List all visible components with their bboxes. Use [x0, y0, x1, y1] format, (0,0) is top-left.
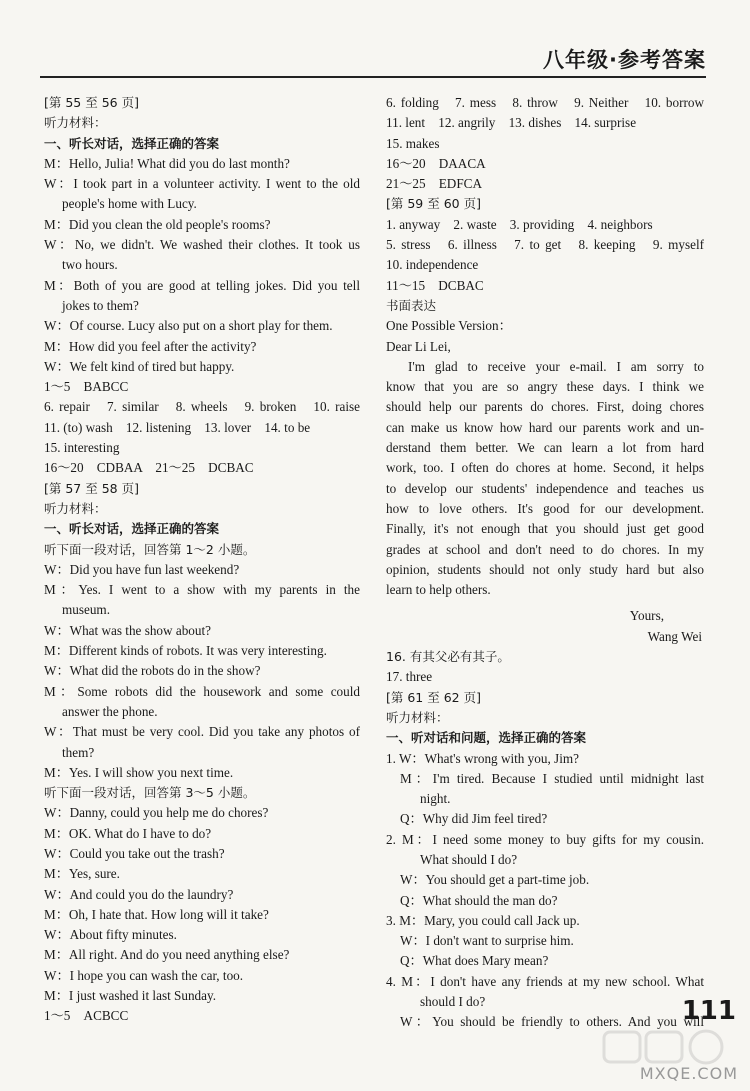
- text-line: 1. W：What's wrong with you, Jim?: [386, 750, 579, 766]
- text-line: opinion, students should not only study hard but also: [386, 561, 704, 577]
- text-line: 1～5 ACBCC: [44, 1008, 129, 1024]
- text-line: answer the phone.: [62, 703, 158, 719]
- text-line: 16～20 DAACA: [386, 155, 486, 171]
- text-line: jokes to them?: [62, 297, 139, 313]
- text-line: 11. lent 12. angrily 13. dishes 14. surprise: [386, 115, 637, 131]
- text-line: W：What did the robots do in the show?: [44, 663, 261, 679]
- text-line: W：We felt kind of tired but happy.: [44, 358, 235, 374]
- text-line: 听力材料：: [386, 709, 449, 725]
- text-line: M：Some robots did the housework and some could: [44, 683, 360, 699]
- text-line: W：About fifty minutes.: [44, 927, 177, 943]
- text-line: 21～25 EDFCA: [386, 176, 482, 192]
- text-line: 11～15 DCBAC: [386, 277, 484, 293]
- text-line: 16. 有其父必有其子。: [386, 649, 510, 665]
- text-line: learn to help others.: [386, 582, 491, 598]
- text-line: them?: [62, 744, 95, 760]
- right-column: [386, 93, 704, 1033]
- text-line: 听下面一段对话，回答第 1～2 小题。: [44, 541, 256, 557]
- text-line: grades at school and don't need to do chores. In my: [386, 541, 704, 557]
- text-line: night.: [420, 791, 451, 807]
- text-line: M：Did you clean the old people's rooms?: [44, 216, 271, 232]
- page-number: 111: [681, 996, 736, 1026]
- text-line: 3. M：Mary, you could call Jack up.: [386, 912, 580, 928]
- text-line: can make us know how hard our parents work and un-: [386, 419, 704, 435]
- text-line: M：I just washed it last Sunday.: [44, 988, 217, 1004]
- text-line: should help our parents do chores. First, doing chores: [386, 399, 704, 415]
- text-line: Q：What does Mary mean?: [400, 953, 549, 969]
- text-line: 15. makes: [386, 135, 440, 151]
- text-line: M：I'm tired. Because I studied until midnight last: [400, 770, 704, 786]
- text-line: 听下面一段对话，回答第 3～5 小题。: [44, 785, 256, 801]
- text-line: W：You should get a part-time job.: [400, 872, 590, 888]
- text-line: 一、听对话和问题，选择正确的答案: [386, 730, 587, 746]
- text-line: M：OK. What do I have to do?: [44, 825, 212, 841]
- text-line: M：All right. And do you need anything else?: [44, 947, 290, 963]
- text-line: 听力材料：: [44, 500, 107, 516]
- text-line: M：How did you feel after the activity?: [44, 338, 257, 354]
- text-line: [第 59 至 60 页]: [386, 196, 481, 212]
- text-line: to develop our students' independence and teaches us: [386, 480, 704, 496]
- text-line: derstand them better. We can learn a lot from hard: [386, 440, 704, 456]
- text-line: Q：Why did Jim feel tired?: [400, 811, 548, 827]
- text-line: Finally, it's not enough that you should just get good: [386, 521, 704, 537]
- text-line: Q：What should the man do?: [400, 892, 558, 908]
- text-line: W：Could you take out the trash?: [44, 845, 225, 861]
- text-line: What should I do?: [420, 851, 518, 867]
- text-line: 5. stress 6. illness 7. to get 8. keeping 9. myself: [386, 237, 704, 253]
- text-line: [第 55 至 56 页]: [44, 95, 139, 110]
- text-line: should I do?: [420, 994, 486, 1010]
- text-line: Dear Li Lei,: [386, 338, 451, 354]
- text-line: One Possible Version：: [386, 318, 512, 334]
- text-line: museum.: [62, 602, 110, 618]
- text-line: 一、听长对话，选择正确的答案: [44, 135, 220, 151]
- text-line: 11. (to) wash 12. listening 13. lover 14. to be: [44, 419, 311, 435]
- text-line: W：Danny, could you help me do chores?: [44, 805, 269, 821]
- text-line: W：I hope you can wash the car, too.: [44, 967, 244, 983]
- text-line: M：Different kinds of robots. It was very interesting.: [44, 643, 327, 659]
- text-line: 6. folding 7. mess 8. throw 9. Neither 10. borrow: [386, 95, 704, 110]
- text-line: M：Oh, I hate that. How long will it take?: [44, 906, 269, 922]
- text-line: M：Yes. I went to a show with my parents in the: [44, 582, 360, 598]
- text-line: 15. interesting: [44, 440, 120, 456]
- text-line: W：Of course. Lucy also put on a short play for them.: [44, 318, 333, 334]
- text-line: W：What was the show about?: [44, 622, 211, 638]
- text-line: W：That must be very cool. Did you take any photos of: [44, 724, 360, 740]
- text-line: W：You should be friendly to others. And you will: [400, 1014, 704, 1030]
- text-line: 1～5 BABCC: [44, 379, 129, 395]
- page-header-title: 八年级·参考答案: [543, 48, 706, 72]
- text-line: 1. anyway 2. waste 3. providing 4. neighbors: [386, 216, 653, 232]
- text-line: M：Hello, Julia! What did you do last month?: [44, 155, 290, 171]
- text-line: M：Yes. I will show you next time.: [44, 764, 234, 780]
- text-line: 6. repair 7. similar 8. wheels 9. broken 10. raise: [44, 399, 360, 415]
- text-line: two hours.: [62, 257, 118, 273]
- header-rule: [40, 76, 706, 78]
- text-line: 2. M：I need some money to buy gifts for my cousin.: [386, 831, 704, 847]
- text-line: 听力材料：: [44, 115, 107, 131]
- text-line: how to love others. It's good for our development.: [386, 500, 704, 516]
- text-line: 4. M：I don't have any friends at my new school. What: [386, 973, 704, 989]
- text-line: W：Did you have fun last weekend?: [44, 561, 240, 577]
- text-line: W：No, we didn't. We washed their clothes. It took us: [44, 237, 360, 253]
- text-line: Wang Wei: [647, 628, 702, 644]
- text-line: 10. independence: [386, 257, 479, 273]
- text-line: 16～20 CDBAA 21～25 DCBAC: [44, 460, 254, 476]
- text-line: Yours,: [629, 608, 664, 624]
- text-line: W：And could you do the laundry?: [44, 886, 234, 902]
- text-line: 书面表达: [386, 297, 437, 313]
- text-line: [第 61 至 62 页]: [386, 689, 481, 705]
- text-line: 17. three: [386, 669, 433, 685]
- text-line: know that you are so angry these days. I think we: [386, 379, 704, 395]
- text-line: [第 57 至 58 页]: [44, 480, 139, 496]
- text-line: M：Both of you are good at telling jokes. Did you tell: [44, 277, 360, 293]
- watermark-text: MXQE.COM: [639, 1064, 738, 1083]
- text-line: 一、听长对话，选择正确的答案: [44, 521, 220, 537]
- text-line: people's home with Lucy.: [62, 196, 197, 212]
- left-column: [44, 93, 360, 1027]
- text-line: W：I don't want to surprise him.: [400, 933, 574, 949]
- text-line: M：Yes, sure.: [44, 866, 120, 882]
- text-line: W：I took part in a volunteer activity. I went to the old: [44, 176, 360, 192]
- text-line: I'm glad to receive your e-mail. I am sorry to: [408, 358, 704, 374]
- text-line: work, too. I often do chores at home. Second, it helps: [386, 460, 704, 476]
